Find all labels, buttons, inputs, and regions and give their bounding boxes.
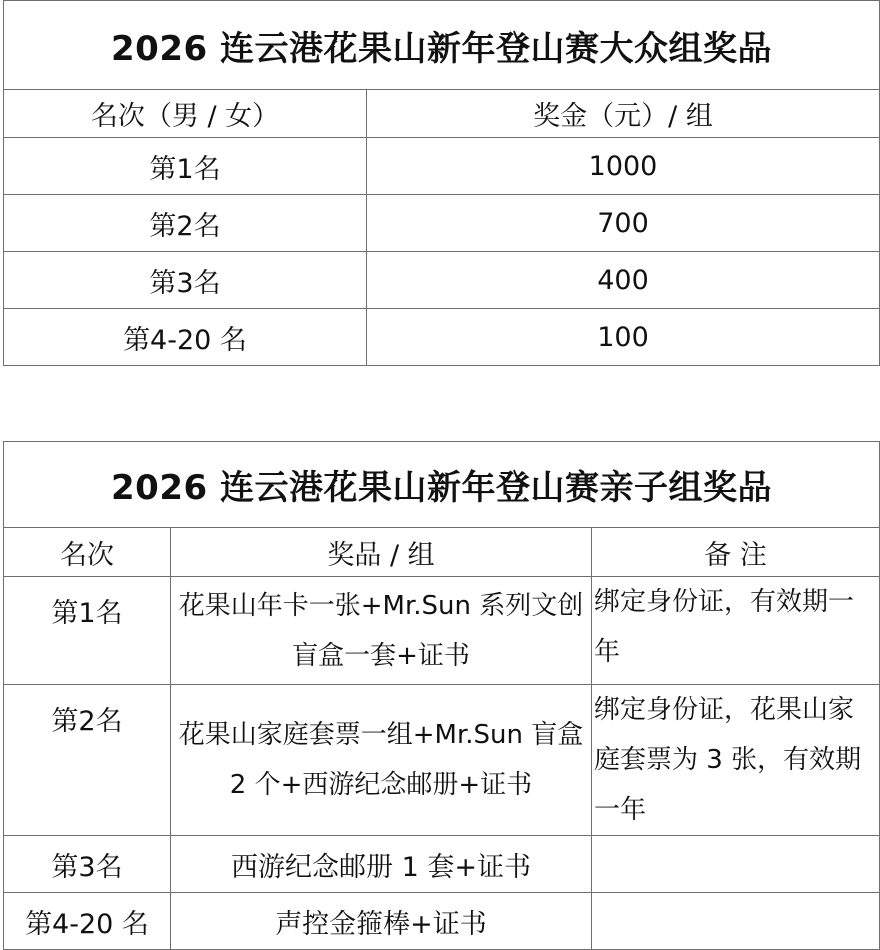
remarks-cell (592, 893, 880, 950)
prize-cell: 花果山家庭套票一组+Mr.Sun 盲盒 2 个+西游纪念邮册+证书 (171, 685, 592, 836)
prize-header: 奖品 / 组 (171, 528, 592, 577)
rank-cell: 第4-20 名 (4, 893, 171, 950)
table-row (4, 309, 880, 366)
rank-header: 名次 (4, 528, 171, 577)
remarks-header: 备 注 (592, 528, 880, 577)
table-row (4, 893, 880, 950)
rank-header: 名次（男 / 女） (4, 90, 367, 138)
table-row (4, 195, 880, 252)
family-table-title: 2026 连云港花果山新年登山赛亲子组奖品 (4, 442, 880, 528)
table-row (4, 836, 880, 893)
public-table-title: 2026 连云港花果山新年登山赛大众组奖品 (4, 1, 880, 90)
remarks-cell: 绑定身份证，花果山家庭套票为 3 张，有效期一年 (592, 685, 880, 836)
prize-cell: 1000 (367, 138, 880, 195)
prize-cell: 西游纪念邮册 1 套+证书 (171, 836, 592, 893)
public-group-prize-table (3, 0, 880, 366)
prize-cell: 花果山年卡一张+Mr.Sun 系列文创盲盒一套+证书 (171, 577, 592, 685)
table-row (4, 685, 880, 836)
remarks-cell (592, 836, 880, 893)
table-row (4, 252, 880, 309)
rank-cell: 第3名 (4, 836, 171, 893)
prize-cell: 400 (367, 252, 880, 309)
table-row (4, 138, 880, 195)
prize-cell: 100 (367, 309, 880, 366)
rank-cell: 第4-20 名 (4, 309, 367, 366)
remarks-cell: 绑定身份证，有效期一年 (592, 577, 880, 685)
rank-cell: 第1名 (4, 577, 171, 685)
prize-money-header: 奖金（元）/ 组 (367, 90, 880, 138)
rank-cell: 第2名 (4, 195, 367, 252)
rank-cell: 第3名 (4, 252, 367, 309)
prize-cell: 声控金箍棒+证书 (171, 893, 592, 950)
rank-cell: 第2名 (4, 685, 171, 836)
prize-cell: 700 (367, 195, 880, 252)
table-row (4, 577, 880, 685)
rank-cell: 第1名 (4, 138, 367, 195)
family-group-prize-table (3, 441, 880, 950)
